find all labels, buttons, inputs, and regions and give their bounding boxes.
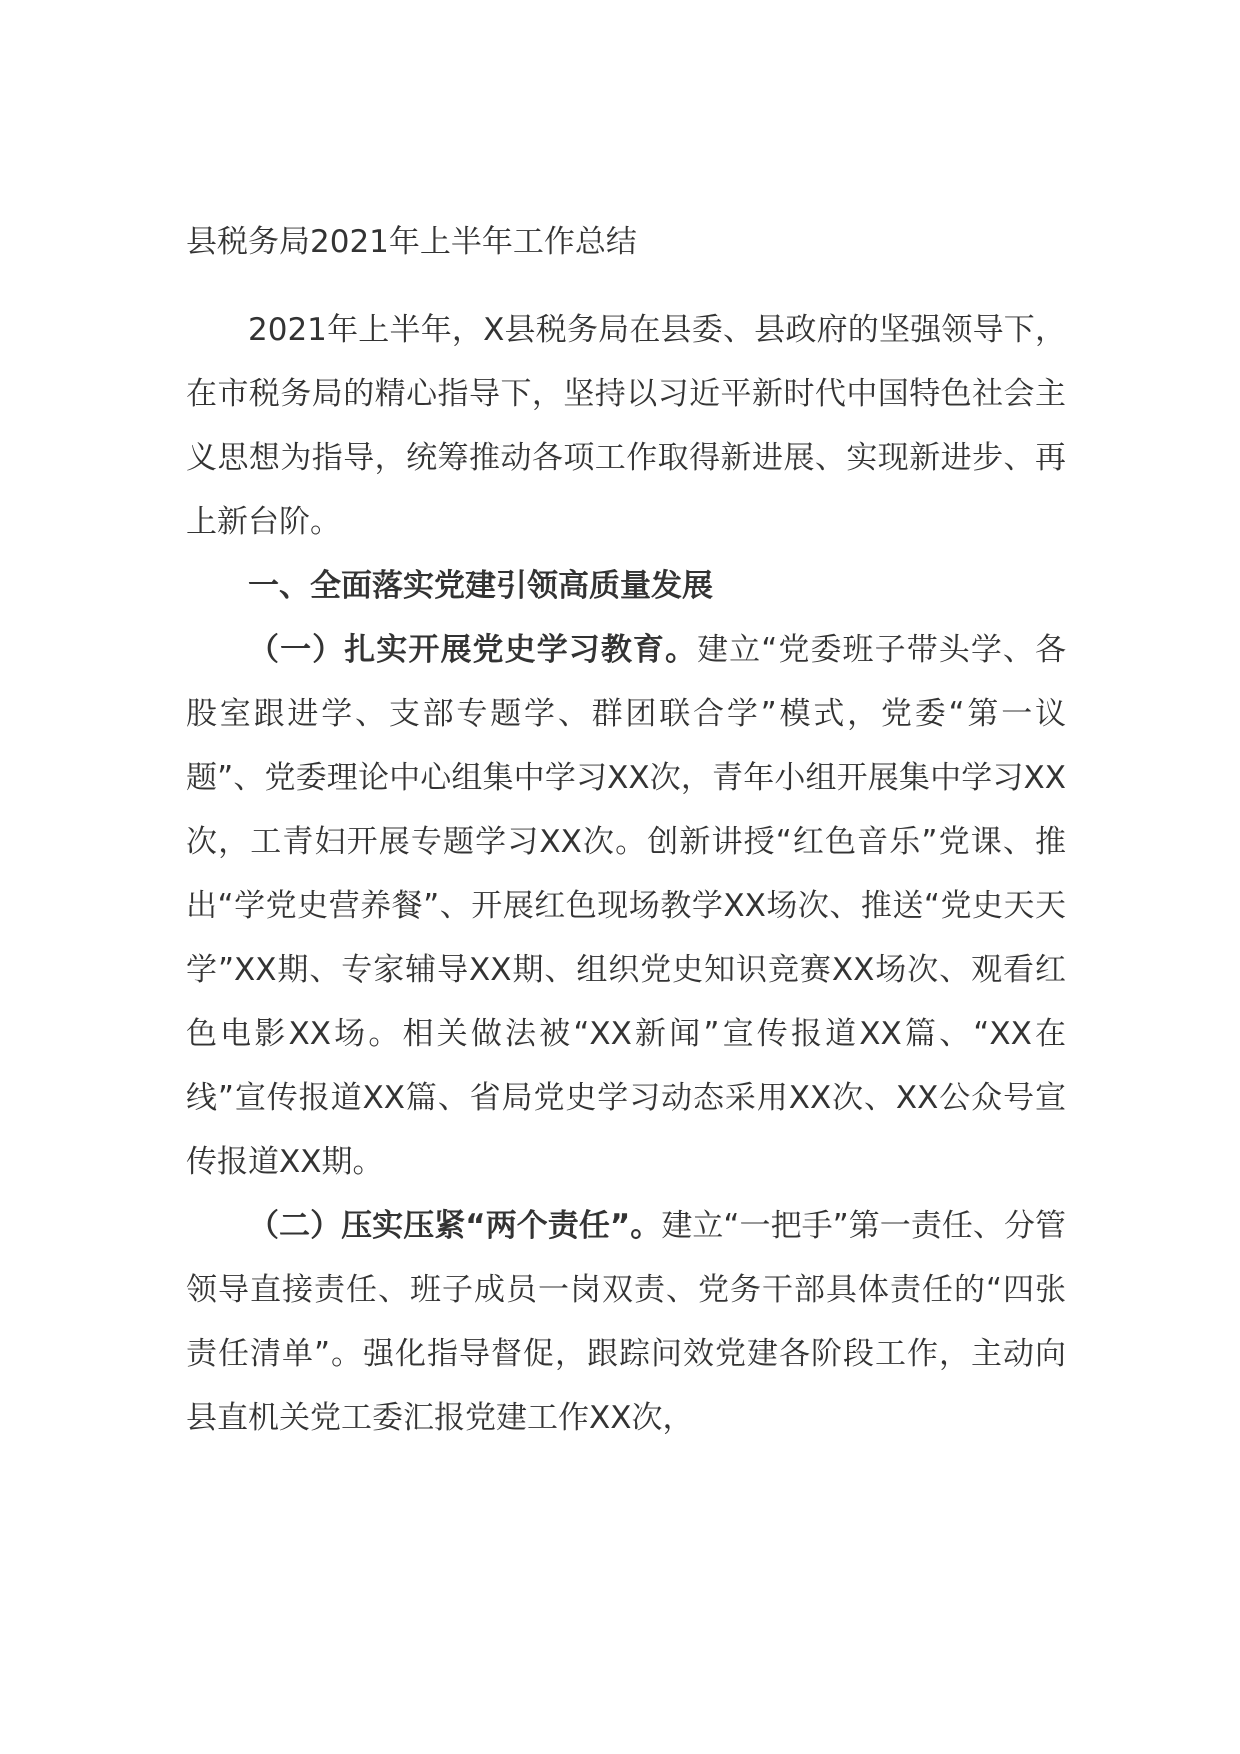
section-item-paragraph xyxy=(186,618,1066,1194)
item-body: 建立“一把手”第一责任、分管领导直接责任、班子成员一岗双责、党务干部具体责任的“四张责任清单”。强化指导督促，跟踪问效党建各阶段工作，主动向县直机关党工委汇报党建工作XX次， xyxy=(186,1208,1067,1436)
section-heading: 一、全面落实党建引领高质量发展 xyxy=(248,568,713,604)
document-title: 县税务局2021年上半年工作总结 xyxy=(186,224,637,260)
item-lead: （一）扎实开展党史学习教育。 xyxy=(248,632,698,668)
document-body xyxy=(186,210,1066,1450)
item-lead: （二）压实压紧“两个责任”。 xyxy=(248,1208,662,1244)
section-item-paragraph xyxy=(186,1194,1066,1450)
item-body: 建立“党委班子带头学、各股室跟进学、支部专题学、群团联合学”模式，党委“第一议题”、党委理论中心组集中学习XX次，青年小组开展集中学习XX次，工青妇开展专题学习XX次。创新讲授“红色音乐”党课、推出“学党史营养餐”、开展红色现场教学XX场次、推送“党史天天学”XX期、专家辅导XX期、组织党史知识竞赛XX场次、观看红色电影XX场。相关做法被“XX新闻”宣传报道XX篇、“XX在线”宣传报道XX篇、省局党史学习动态采用XX次、XX公众号宣传报道XX期。 xyxy=(186,632,1067,1180)
intro-paragraph: 2021年上半年，X县税务局在县委、县政府的坚强领导下，在市税务局的精心指导下，坚持以习近平新时代中国特色社会主义思想为指导，统筹推动各项工作取得新进展、实现新进步、再上新台阶。 xyxy=(186,312,1066,540)
